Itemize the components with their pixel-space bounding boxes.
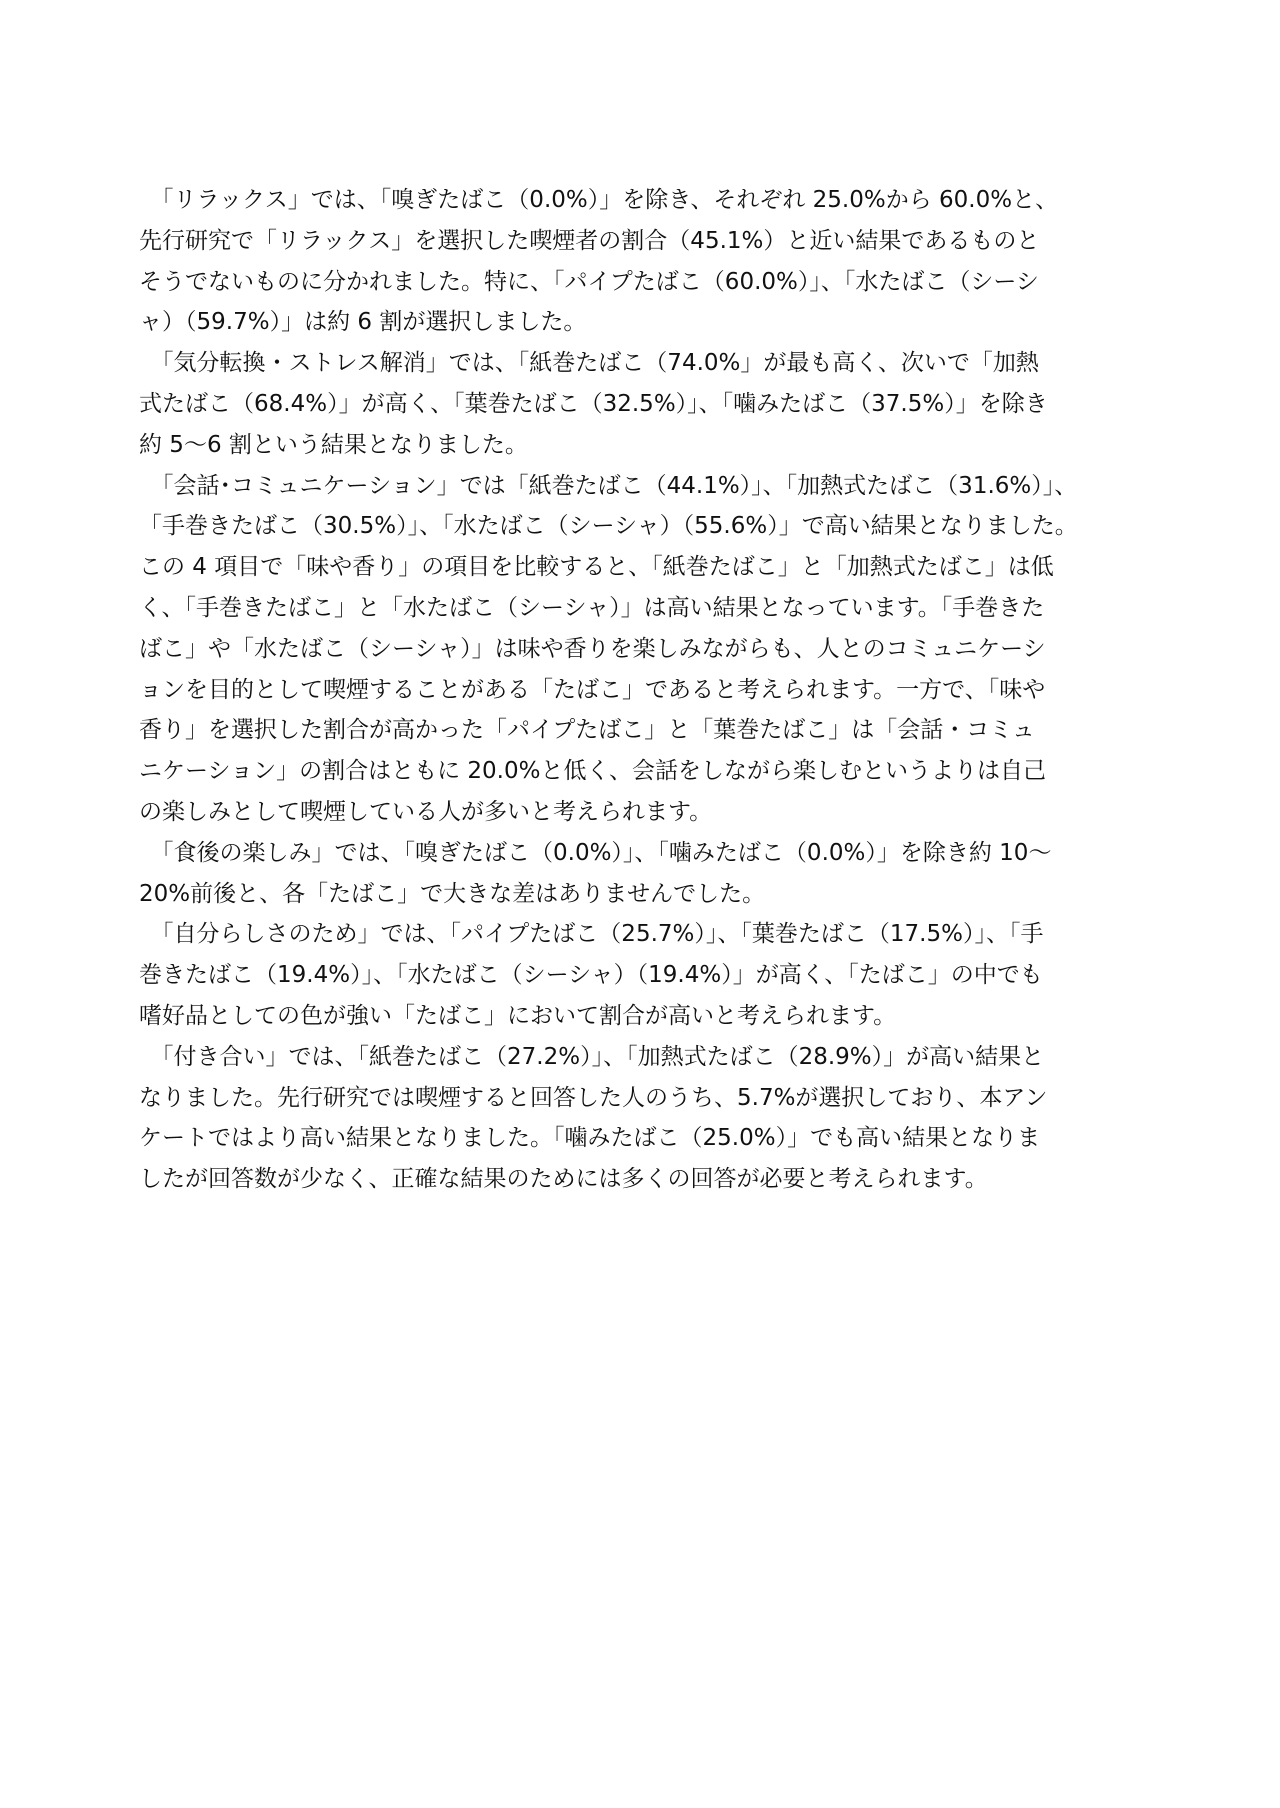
- text-line: 「自分らしさのため」では、「パイプたばこ（25.7%）」、「葉巻たばこ（17.5%）」、「手: [139, 921, 1044, 948]
- text-line: 式たばこ（68.4%）」が高く、「葉巻たばこ（32.5%）」、「噛みたばこ（37.5%）」を除き: [139, 390, 1048, 417]
- text-line: ャ）（59.7%）」は約 6 割が選択しました。: [139, 309, 587, 336]
- text-line: 「リラックス」では、「嗅ぎたばこ（0.0%）」を除き、それぞれ 25.0%から 60.0%と、: [139, 187, 1059, 213]
- text-line: 約 5〜6 割という結果となりました。: [139, 431, 528, 458]
- text-line: 20%前後と、各「たばこ」で大きな差はありませんでした。: [139, 880, 766, 907]
- text-line: この 4 項目で「味や香り」の項目を比較すると、「紙巻たばこ」と「加熱式たばこ」は低: [139, 554, 1054, 581]
- text-line: なりました。先行研究では喫煙すると回答した人のうち、5.7%が選択しており、本アン: [139, 1084, 1048, 1111]
- text-line: 「食後の楽しみ」では、「嗅ぎたばこ（0.0%）」、「噛みたばこ（0.0%）」を除き約 10〜: [139, 839, 1052, 866]
- text-line: ニケーション」の割合はともに 20.0%と低く、会話をしながら楽しむというよりは自己: [139, 758, 1046, 785]
- text-line: 嗜好品としての色が強い「たばこ」において割合が高いと考えられます。: [139, 1002, 897, 1029]
- text-line: 「手巻きたばこ（30.5%）」、「水たばこ（シーシャ）（55.6%）」で高い結果となりました。: [139, 513, 1078, 540]
- text-line: ばこ」や「水たばこ（シーシャ）」は味や香りを楽しみながらも、人とのコミュニケーシ: [139, 635, 1046, 662]
- body-text: [139, 180, 1151, 1200]
- text-line: ョンを目的として喫煙することがある「たばこ」であると考えられます。一方で、「味や: [139, 676, 1046, 703]
- text-line: く、「手巻きたばこ」と「水たばこ（シーシャ）」は高い結果となっています。「手巻きた: [139, 594, 1045, 621]
- text-line: 香り」を選択した割合が高かった「パイプたばこ」と「葉巻たばこ」は「会話・コミュ: [139, 717, 1035, 744]
- text-line: 「付き合い」では、「紙巻たばこ（27.2%）」、「加熱式たばこ（28.9%）」が高い結果と: [139, 1043, 1045, 1070]
- text-line: の楽しみとして喫煙している人が多いと考えられます。: [139, 798, 713, 825]
- text-line: 先行研究で「リラックス」を選択した喫煙者の割合（45.1%）と近い結果であるものと: [139, 227, 1040, 254]
- text-line: そうでないものに分かれました。特に、「パイプたばこ（60.0%）」、「水たばこ（シーシ: [139, 268, 1039, 295]
- text-line: 巻きたばこ（19.4%）」、「水たばこ（シーシャ）（19.4%）」が高く、「たばこ」の中でも: [139, 962, 1043, 989]
- text-line: ケートではより高い結果となりました。「噛みたばこ（25.0%）」でも高い結果となりま: [139, 1125, 1041, 1152]
- text-line: 「会話･コミュニケーション」では「紙巻たばこ（44.1%）」、「加熱式たばこ（31.6%）」、: [139, 472, 1078, 499]
- text-line: 「気分転換・ストレス解消」では、「紙巻たばこ（74.0%」が最も高く、次いで「加熱: [139, 350, 1039, 377]
- text-line: したが回答数が少なく、正確な結果のためには多くの回答が必要と考えられます。: [139, 1166, 988, 1193]
